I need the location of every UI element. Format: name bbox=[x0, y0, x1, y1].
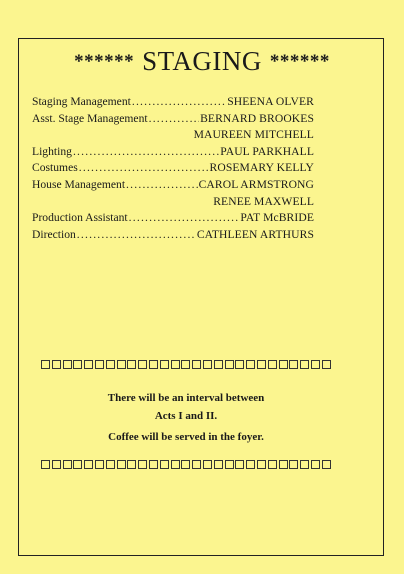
credit-role: Costumes bbox=[32, 161, 78, 175]
box-ornament bbox=[235, 460, 244, 469]
box-ornament bbox=[117, 360, 126, 369]
credit-name: SHEENA OLVER bbox=[227, 95, 314, 108]
box-ornament bbox=[52, 460, 61, 469]
box-ornament bbox=[127, 460, 136, 469]
credit-role: Staging Management bbox=[32, 95, 131, 108]
box-ornament-rule-bottom bbox=[41, 460, 331, 469]
box-ornament bbox=[246, 460, 255, 469]
box-ornament bbox=[311, 360, 320, 369]
credit-row-direction bbox=[32, 227, 314, 244]
box-ornament bbox=[106, 360, 115, 369]
box-ornament bbox=[322, 460, 331, 469]
credit-role: Lighting bbox=[32, 144, 72, 158]
box-ornament bbox=[257, 360, 266, 369]
coffee-notice: Coffee will be served in the foyer. bbox=[108, 431, 264, 443]
credit-role: Direction bbox=[32, 227, 76, 241]
credit-row-production-assistant bbox=[32, 210, 314, 227]
box-ornament bbox=[203, 460, 212, 469]
credit-name: MAUREEN MITCHELL bbox=[193, 128, 314, 142]
credit-name: PAUL PARKHALL bbox=[220, 144, 314, 158]
credit-name: CAROL ARMSTRONG bbox=[198, 177, 314, 191]
box-ornament bbox=[181, 360, 190, 369]
box-ornament bbox=[149, 460, 158, 469]
box-ornament bbox=[84, 360, 93, 369]
box-ornament bbox=[289, 460, 298, 469]
credit-name: CATHLEEN ARTHURS bbox=[196, 227, 314, 241]
box-ornament bbox=[203, 360, 212, 369]
box-ornament bbox=[192, 360, 201, 369]
interval-notice-line-1: There will be an interval between bbox=[107, 392, 265, 404]
box-ornament bbox=[289, 360, 298, 369]
heading-stars-left: ****** bbox=[74, 51, 135, 72]
box-ornament bbox=[300, 360, 309, 369]
box-ornament bbox=[117, 460, 126, 469]
box-ornament bbox=[181, 460, 190, 469]
box-ornament bbox=[63, 460, 72, 469]
box-ornament bbox=[268, 360, 277, 369]
box-ornament bbox=[246, 360, 255, 369]
box-ornament-rule-top bbox=[41, 360, 331, 369]
box-ornament bbox=[225, 360, 234, 369]
box-ornament bbox=[73, 360, 82, 369]
credits-list bbox=[32, 94, 314, 243]
box-ornament bbox=[311, 460, 320, 469]
box-ornament bbox=[225, 460, 234, 469]
box-ornament bbox=[322, 360, 331, 369]
heading-stars-right: ****** bbox=[269, 51, 330, 72]
credit-row-house-management-cont bbox=[32, 194, 314, 211]
box-ornament bbox=[300, 460, 309, 469]
dot-leader bbox=[73, 144, 219, 161]
box-ornament bbox=[149, 360, 158, 369]
dot-leader bbox=[129, 210, 240, 227]
box-ornament bbox=[41, 460, 50, 469]
staging-heading bbox=[0, 48, 404, 75]
credit-row-house-management bbox=[32, 177, 314, 194]
box-ornament bbox=[171, 360, 180, 369]
credit-row-costumes bbox=[32, 160, 314, 177]
credit-row-lighting bbox=[32, 144, 314, 161]
box-ornament bbox=[235, 360, 244, 369]
box-ornament bbox=[171, 460, 180, 469]
box-ornament bbox=[160, 360, 169, 369]
box-ornament bbox=[214, 460, 223, 469]
box-ornament bbox=[73, 460, 82, 469]
credit-row-asst-stage-management-cont bbox=[32, 127, 314, 144]
credit-name: ROSEMARY KELLY bbox=[209, 161, 314, 175]
box-ornament bbox=[279, 360, 288, 369]
page-title: STAGING bbox=[142, 46, 262, 76]
box-ornament bbox=[138, 460, 147, 469]
box-ornament bbox=[214, 360, 223, 369]
box-ornament bbox=[52, 360, 61, 369]
box-ornament bbox=[192, 460, 201, 469]
dot-leader bbox=[77, 227, 196, 244]
box-ornament bbox=[63, 360, 72, 369]
credit-role: House Management bbox=[32, 177, 126, 191]
credit-role: Production Assistant bbox=[32, 211, 128, 225]
box-ornament bbox=[106, 460, 115, 469]
box-ornament bbox=[160, 460, 169, 469]
dot-leader bbox=[149, 111, 199, 128]
box-ornament bbox=[279, 460, 288, 469]
dot-leader bbox=[126, 177, 198, 194]
box-ornament bbox=[95, 460, 104, 469]
credit-name: BERNARD BROOKES bbox=[200, 111, 314, 125]
box-ornament bbox=[268, 460, 277, 469]
credit-role: Asst. Stage Management bbox=[32, 111, 148, 125]
credit-row-staging-management bbox=[32, 94, 314, 111]
dot-leader bbox=[132, 94, 226, 111]
credit-name: RENEE MAXWELL bbox=[213, 194, 314, 208]
box-ornament bbox=[41, 360, 50, 369]
box-ornament bbox=[95, 360, 104, 369]
credit-row-asst-stage-management bbox=[32, 111, 314, 128]
box-ornament bbox=[127, 360, 136, 369]
box-ornament bbox=[84, 460, 93, 469]
credit-name: PAT McBRIDE bbox=[240, 211, 314, 225]
dot-leader bbox=[79, 160, 209, 177]
box-ornament bbox=[257, 460, 266, 469]
interval-notice-line-2: Acts I and II. bbox=[154, 410, 218, 422]
box-ornament bbox=[138, 360, 147, 369]
